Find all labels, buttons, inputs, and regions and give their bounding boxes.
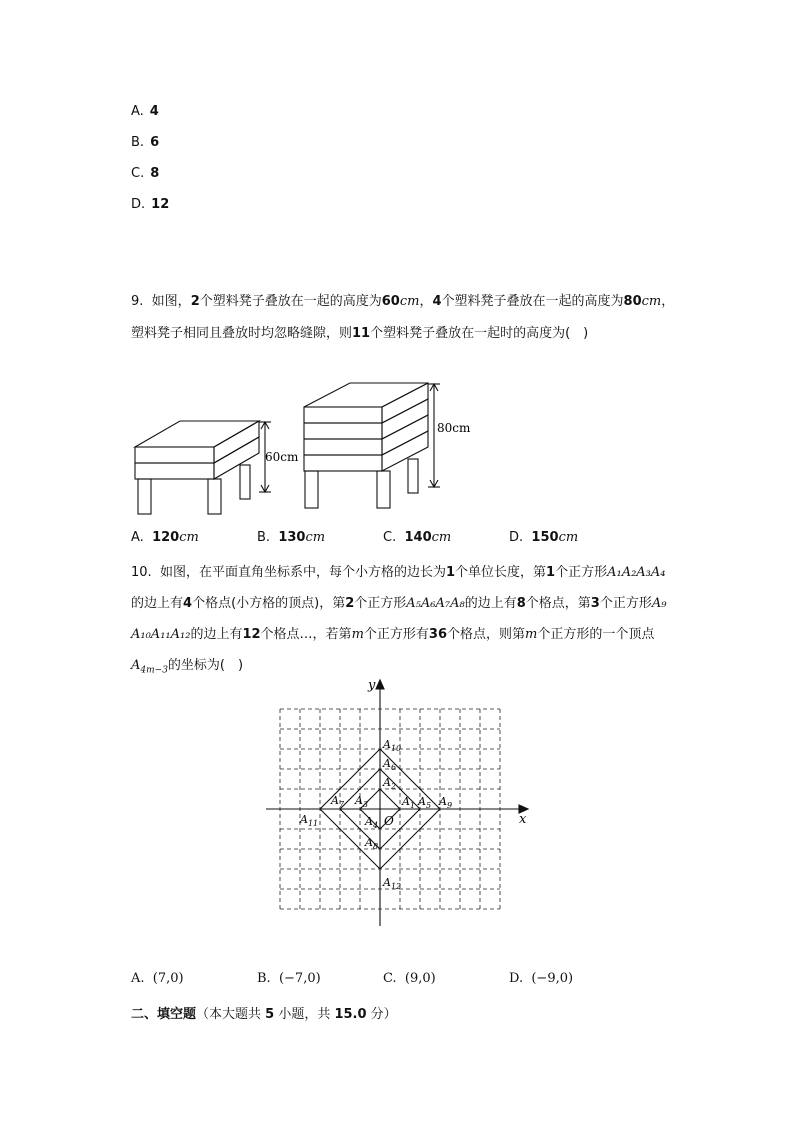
option-label: D. [509,530,524,545]
text: 个正方形 [599,596,652,611]
stool-leg [138,479,151,514]
question-number: 10. [131,565,152,580]
text: 1 [546,565,556,580]
option-value: (9,0) [404,971,436,986]
text: 如图， [151,294,191,309]
text: 5 [265,1007,275,1022]
q10-option-a [131,971,184,986]
text: ， [661,294,675,309]
text: 个正方形的一个顶点 [537,627,655,642]
q8-option-a [131,104,159,119]
option-label: B. [257,530,271,545]
q10-option-b [257,971,321,986]
point-label-a2: $A_2$ [383,776,397,791]
text: 分） [366,1007,397,1022]
text: 8 [516,596,526,611]
q8-option-c [131,166,159,181]
point-label-a8: $A_8$ [365,836,379,851]
q9-line2 [131,322,588,341]
option-label: B. [257,971,271,986]
text: 的坐标为( ) [167,658,244,673]
option-value: 120 [152,530,180,545]
stool-layer [304,407,382,423]
text: 个正方形有 [363,627,429,642]
point-label-a1: $A_1$ [402,795,416,810]
x-axis-label: x [519,812,527,827]
option-label: B. [131,135,145,150]
option-label: C. [383,530,397,545]
math: A₉ [651,596,667,611]
stool-top [304,383,428,407]
text: 个正方形 [354,596,407,611]
stool-top [135,421,259,447]
option-value: 150 [531,530,559,545]
point-label-a12: $A_{12}$ [383,876,402,891]
math: A₁₀A₁₁A₁₂ [131,627,191,642]
section-title: 二、填空题 [131,1007,197,1022]
q10-option-c [383,971,436,986]
text: 个塑料凳子叠放在一起时的高度为( ) [370,326,589,341]
text: 11 [352,326,371,341]
option-value: (−7,0) [278,971,321,986]
text: 个单位长度，第 [455,565,547,580]
text: 的边上有 [190,627,243,642]
text: 2 [345,596,355,611]
text: 60 [381,294,400,309]
stool-leg [408,459,418,493]
text: 4 [183,596,193,611]
text: ， [419,294,433,309]
option-unit: cm [431,530,452,545]
text: 个格点，第 [525,596,591,611]
q10-line2 [131,592,666,611]
q9-option-a [131,530,199,545]
stool-leg [377,471,390,508]
text: 塑料凳子相同且叠放时均忽略缝隙，则 [131,326,353,341]
option-value: 8 [150,166,160,181]
text: 个塑料凳子叠放在一起的高度为 [441,294,624,309]
stool-leg [208,479,221,514]
q8-option-b [131,135,159,150]
stool-layer [304,439,382,455]
math-subscript: 4m−3 [140,665,168,676]
math: A₅A₆A₇A₈ [406,596,465,611]
option-label: A. [131,530,144,545]
stool-leg [305,471,318,508]
stool-layer [135,463,214,479]
stool-layer [304,423,382,439]
option-label: D. [131,197,146,212]
unit: cm [641,294,662,309]
text: 36 [428,627,447,642]
y-axis-label: y [368,678,376,693]
point-label-a9: $A_9$ [439,795,453,810]
math: m [351,627,364,642]
option-unit: cm [305,530,326,545]
q10-line3 [131,623,654,642]
stool-side [382,431,428,471]
q8-option-d [131,197,169,212]
q10-line4 [131,654,243,676]
point-label-a7: $A_7$ [331,794,345,809]
stool-leg [240,465,250,499]
q10-line1 [131,561,666,580]
question-number: 9. [131,294,144,309]
text: 1 [445,565,456,580]
point-label-a4: $A_4$ [365,815,379,830]
q9-option-c [383,530,451,545]
label-60cm: 60cm [265,450,299,464]
q9-line1 [131,290,674,309]
point-label-a5: $A_5$ [418,795,432,810]
text: 的边上有 [131,596,184,611]
point-label-a11: $A_{11}$ [300,813,319,828]
point-label-a3: $A_3$ [355,794,369,809]
text: 4 [432,294,442,309]
option-value: (7,0) [152,971,184,986]
math: m [525,627,538,642]
option-unit: cm [179,530,199,545]
text: （本大题共 [196,1007,266,1022]
text: 个正方形 [555,565,608,580]
math: A₁A₂A₃A₄ [607,565,666,580]
text: 个格点，则第 [447,627,526,642]
label-80cm: 80cm [437,421,471,435]
text: 15.0 [334,1007,367,1022]
option-value: 6 [150,135,160,150]
coordinate-figure [262,676,534,930]
q10-option-d [509,971,573,986]
option-label: C. [131,166,145,181]
option-value: 140 [404,530,432,545]
text: 80 [623,294,642,309]
y-axis-arrow [376,680,384,689]
origin-label: O [384,814,394,828]
option-label: C. [383,971,397,986]
option-label: A. [131,104,144,119]
q9-option-b [257,530,325,545]
text: 3 [590,596,600,611]
q9-option-d [509,530,578,545]
text: 个格点…，若第 [260,627,352,642]
option-value: (−9,0) [531,971,574,986]
point-label-a6: $A_6$ [383,757,397,772]
option-value: 4 [149,104,159,119]
option-unit: cm [558,530,579,545]
text: 小题，共 [274,1007,335,1022]
option-label: A. [131,971,145,986]
text: 个格点(小方格的顶点)，第 [192,596,346,611]
stool-layer [135,447,214,463]
stool-layer [304,455,382,471]
option-label: D. [509,971,524,986]
stool-figure [128,375,488,515]
text: 2 [190,294,200,309]
math: A [131,658,141,673]
text: 如图，在平面直角坐标系中，每个小方格的边长为 [159,565,446,580]
unit: cm [399,294,420,309]
option-value: 12 [151,197,170,212]
point-label-a10: $A_{10}$ [383,738,402,753]
text: 12 [242,627,261,642]
text: 的边上有 [464,596,517,611]
section-heading [131,1003,397,1022]
option-value: 130 [278,530,306,545]
text: 个塑料凳子叠放在一起的高度为 [199,294,382,309]
